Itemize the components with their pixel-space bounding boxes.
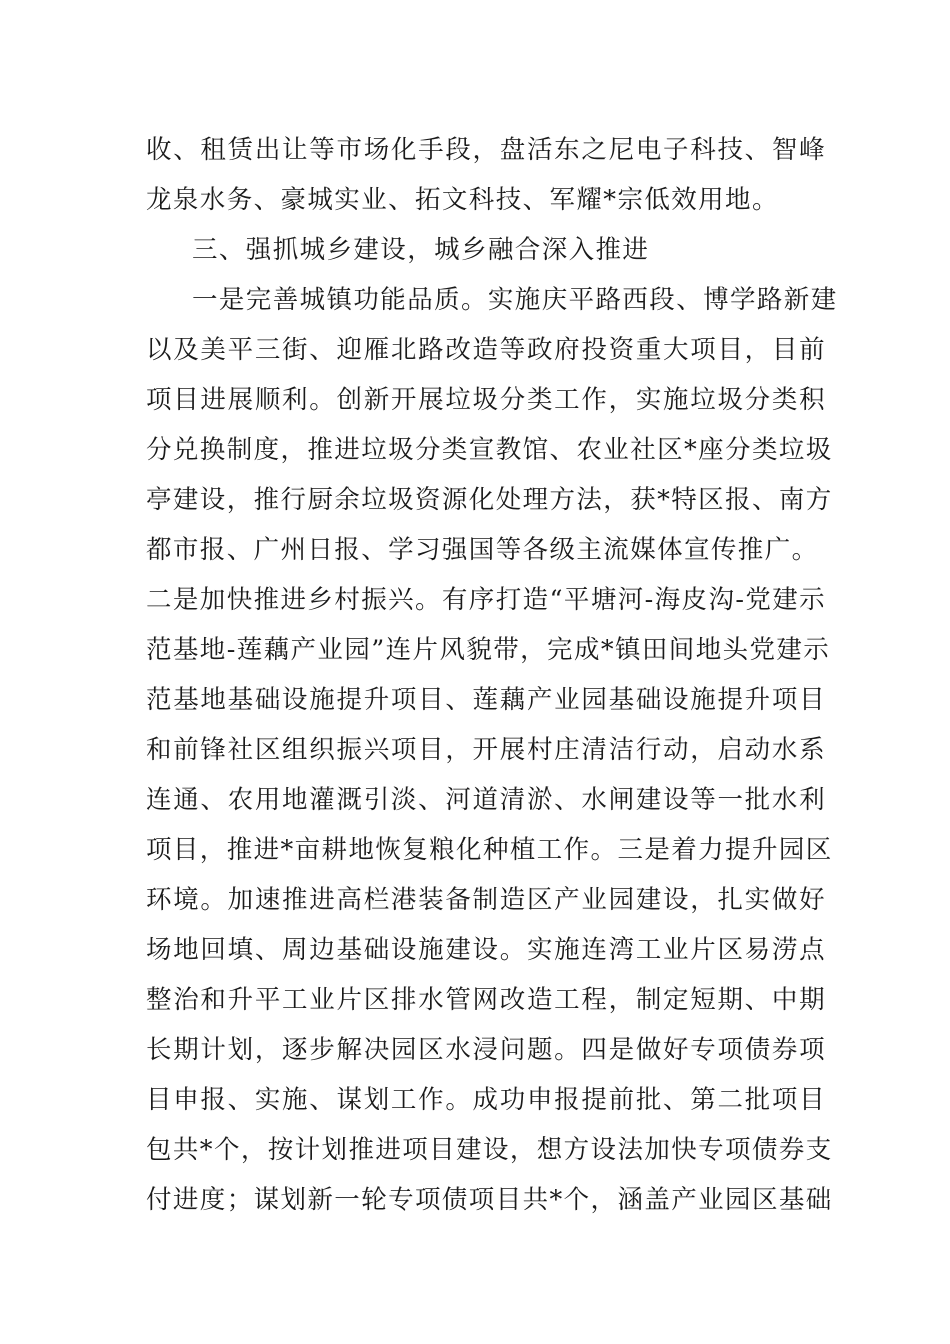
text-line: 包共*个，按计划推进项目建设，想方设法加快专项债券支 bbox=[146, 1135, 833, 1165]
section-heading: 三、强抓城乡建设，城乡融合深入推进 bbox=[192, 235, 650, 265]
text-line: 以及美平三街、迎雁北路改造等政府投资重大项目，目前 bbox=[146, 335, 826, 365]
text-line: 亭建设，推行厨余垃圾资源化处理方法，获*特区报、南方 bbox=[146, 485, 833, 515]
text-line: 范基地-莲藕产业园”连片风貌带，完成*镇田间地头党建示 bbox=[146, 635, 831, 665]
text-line: 场地回填、周边基础设施建设。实施连湾工业片区易涝点 bbox=[146, 935, 826, 965]
text-line: 分兑换制度，推进垃圾分类宣教馆、农业社区*座分类垃圾 bbox=[146, 435, 833, 465]
text-line: 二是加快推进乡村振兴。有序打造“平塘河-海皮沟-党建示 bbox=[146, 585, 827, 615]
text-line: 都市报、广州日报、学习强国等各级主流媒体宣传推广。 bbox=[146, 535, 819, 565]
text-line: 收、租赁出让等市场化手段，盘活东之尼电子科技、智峰 bbox=[146, 135, 826, 165]
text-line: 付进度；谋划新一轮专项债项目共*个，涵盖产业园区基础 bbox=[146, 1185, 833, 1215]
text-line: 目申报、实施、谋划工作。成功申报提前批、第二批项目 bbox=[146, 1085, 826, 1115]
text-line: 整治和升平工业片区排水管网改造工程，制定短期、中期 bbox=[146, 985, 826, 1015]
text-line: 环境。加速推进高栏港装备制造区产业园建设，扎实做好 bbox=[146, 885, 826, 915]
text-line: 连通、农用地灌溉引淡、河道清淤、水闸建设等一批水利 bbox=[146, 785, 826, 815]
text-line: 和前锋社区组织振兴项目，开展村庄清洁行动，启动水系 bbox=[146, 735, 826, 765]
text-line: 项目，推进*亩耕地恢复粮化种植工作。三是着力提升园区 bbox=[146, 835, 833, 865]
text-line: 项目进展顺利。创新开展垃圾分类工作，实施垃圾分类积 bbox=[146, 385, 826, 415]
text-line: 一是完善城镇功能品质。实施庆平路西段、博学路新建 bbox=[192, 285, 838, 315]
text-line: 范基地基础设施提升项目、莲藕产业园基础设施提升项目 bbox=[146, 685, 826, 715]
text-line: 龙泉水务、豪城实业、拓文科技、军耀*宗低效用地。 bbox=[146, 185, 779, 215]
text-line: 长期计划，逐步解决园区水浸问题。四是做好专项债券项 bbox=[146, 1035, 826, 1065]
